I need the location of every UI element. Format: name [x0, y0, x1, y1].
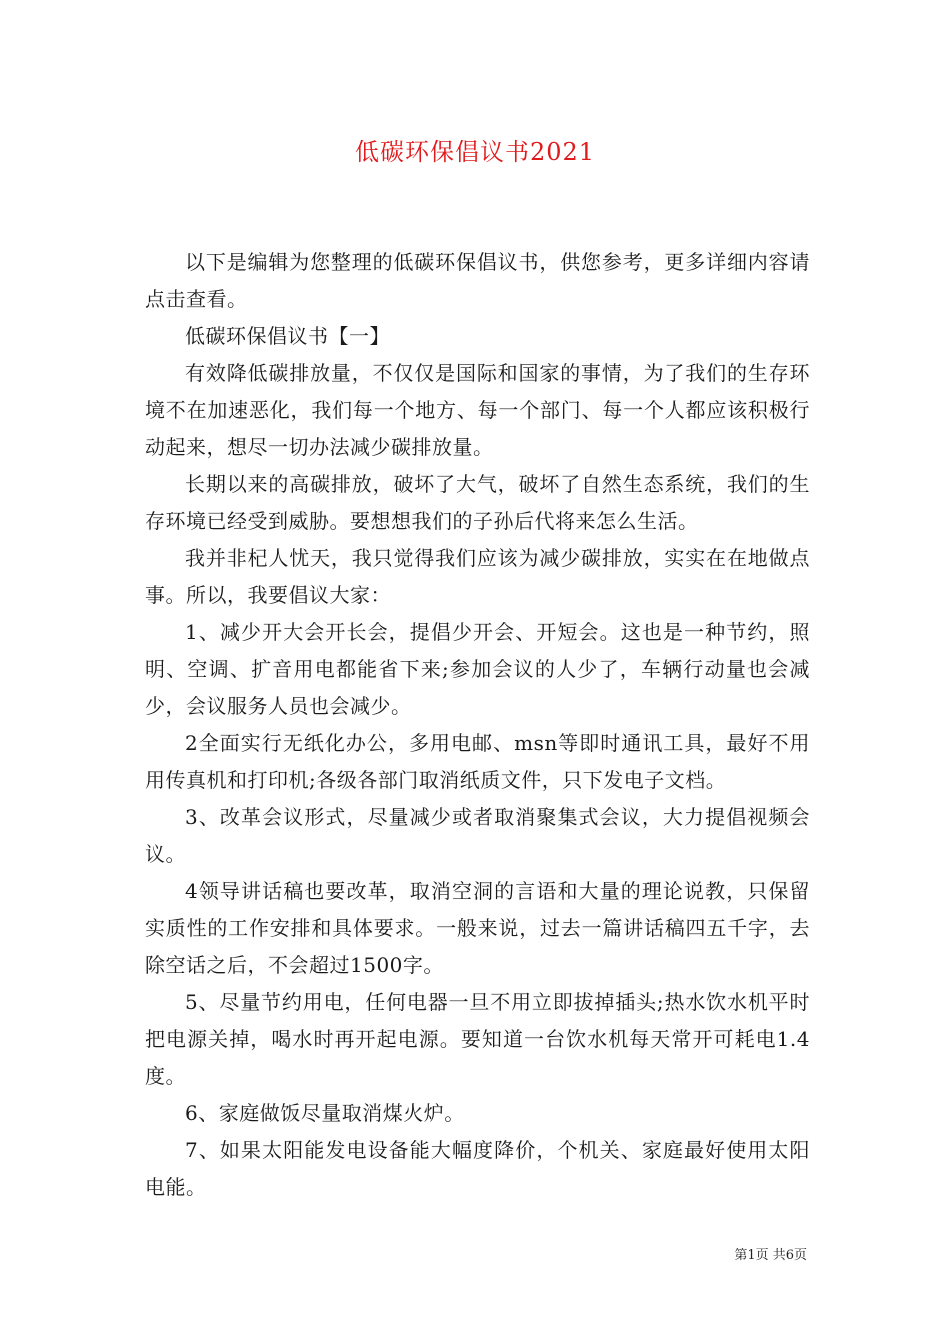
list-item: 3、改革会议形式，尽量减少或者取消聚集式会议，大力提倡视频会议。 — [145, 805, 810, 866]
list-item: 7、如果太阳能发电设备能大幅度降价，个机关、家庭最好使用太阳电能。 — [145, 1138, 810, 1199]
list-item: 5、尽量节约用电，任何电器一旦不用立即拔掉插头;热水饮水机平时把电源关掉，喝水时再开起电源。要知道一台饮水机每天常开可耗电1.4度。 — [145, 990, 810, 1088]
document-body — [145, 244, 810, 1206]
section-heading: 低碳环保倡议书【一】 — [185, 324, 390, 348]
list-item: 6、家庭做饭尽量取消煤火炉。 — [185, 1101, 465, 1125]
list-item: 1、减少开大会开长会，提倡少开会、开短会。这也是一种节约，照明、空调、扩音用电都能省下来;参加会议的人少了，车辆行动量也会减少，会议服务人员也会减少。 — [145, 620, 810, 718]
document-title: 低碳环保倡议书2021 — [354, 138, 596, 166]
list-item: 4领导讲话稿也要改革，取消空洞的言语和大量的理论说教，只保留实质性的工作安排和具体要求。一般来说，过去一篇讲话稿四五千字，去除空话之后，不会超过1500字。 — [145, 879, 810, 977]
paragraph-intro: 以下是编辑为您整理的低碳环保倡议书，供您参考，更多详细内容请点击查看。 — [145, 250, 810, 311]
paragraph: 我并非杞人忧天，我只觉得我们应该为减少碳排放，实实在在地做点事。所以，我要倡议大家： — [145, 546, 810, 607]
paragraph: 有效降低碳排放量，不仅仅是国际和国家的事情，为了我们的生存环境不在加速恶化，我们每一个地方、每一个部门、每一个人都应该积极行动起来，想尽一切办法减少碳排放量。 — [145, 361, 810, 459]
list-item: 2全面实行无纸化办公，多用电邮、msn等即时通讯工具，最好不用用传真机和打印机;各级各部门取消纸质文件，只下发电子文档。 — [145, 731, 810, 792]
page-number: 第1页 共6页 — [734, 1248, 807, 1263]
paragraph: 长期以来的高碳排放，破坏了大气，破坏了自然生态系统，我们的生存环境已经受到威胁。要想想我们的子孙后代将来怎么生活。 — [145, 472, 810, 533]
